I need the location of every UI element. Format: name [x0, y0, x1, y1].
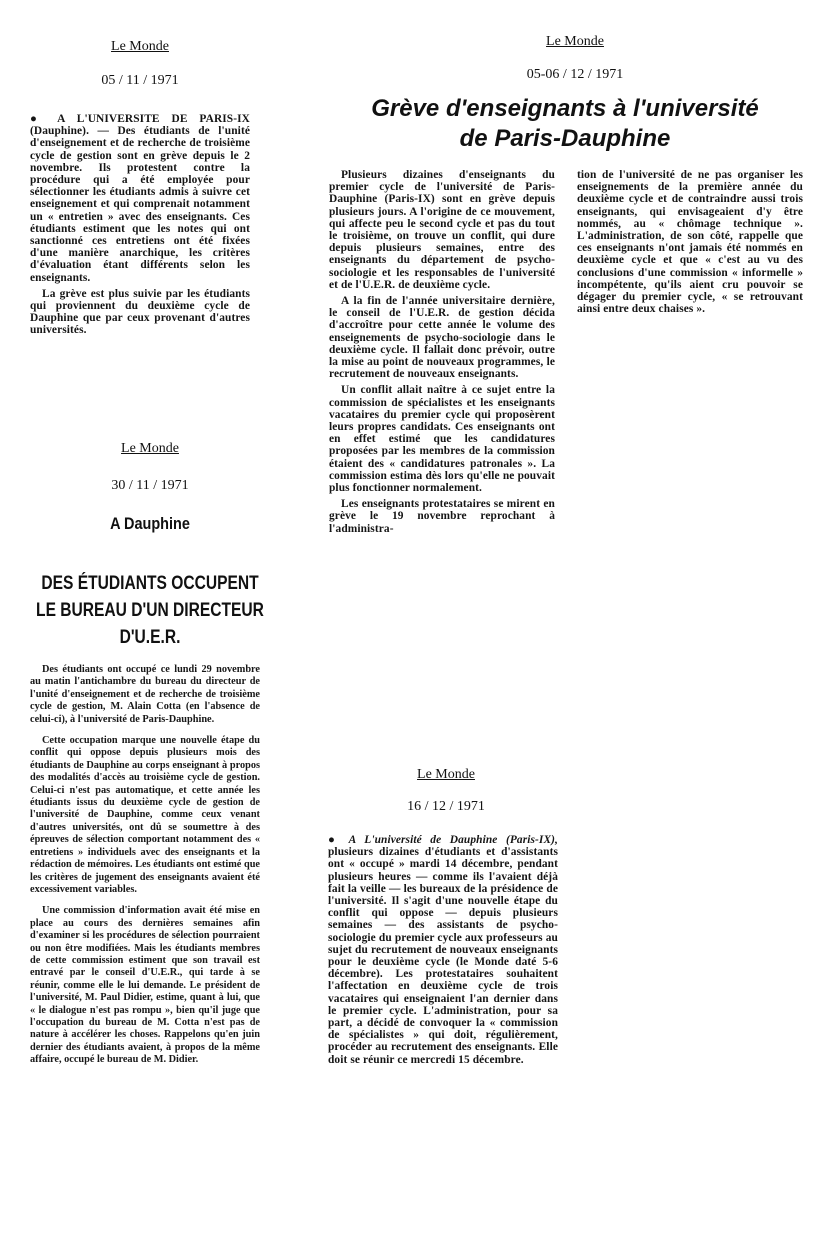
paragraph: tion de l'université de ne pas organiser les enseignements de la première année du deuxième cycle et de contraindre aussi trois enseignants, qui envisageaient d'y être nommés, au « chômage technique ». L'administration, de son côté, rappelle que ces enseignants n'ont jamais été nommés en deuxième cycle et que « c'est au vu des conclusions d'une commission « informelle » incompétente, qu'ils aient cru pouvoir se dégager du premier cycle, « se retrouvant ainsi entre deux chaises ».: [577, 169, 803, 316]
paragraph: [328, 834, 558, 1066]
source-label: Le Monde: [417, 767, 475, 782]
headline-line: LE BUREAU D'UN DIRECTEUR: [36, 600, 264, 621]
headline: [35, 570, 265, 651]
paragraph: Cette occupation marque une nouvelle étape du conflit qui oppose depuis plusieurs mois des étudiants de Dauphine au corps enseignant à propos des modalités d'accès au troisième cycle de gestion. Celui-ci n'est pas automatique, et cette année les étudiants issus du deuxième cycle de gestion de l'université de Dauphine, comme ceux venant d'autres universités, ont dû se soumettre à des épreuves de sélection comportant notamment des « entretiens » individuels avec des enseignants et la rédaction de mémoires. Les étudiants ont estimé que les critères de jugement des enseignants avaient été excessivement variables.: [30, 735, 260, 895]
paragraph: Une commission d'information avait été mise en place au cours des dernières semaines afin d'examiner si les procédures de sélection pourraient ou non être modifiées. Mais les étudiants membres de cette commission estiment que son travail est entravé par le conseil d'U.E.R., qui tarde à se réunir, comme elle le lui demande. Le président de l'université, M. Paul Didier, estime, quant à lui, que « le dialogue n'est pas rompu », bien qu'il juge que l'occupation du bureau de M. Cotta n'est pas de nature à accélérer les choses. Rappelons qu'en juin dernier des étudiants avaient, à propos de la même affaire, occupé le bureau de M. Didier.: [30, 905, 260, 1066]
headline-line: de Paris-Dauphine: [459, 125, 671, 152]
paragraph: A la fin de l'année universitaire dernière, le conseil de l'U.E.R. de gestion décida d'accroître pour cette année le volume des enseignements de psycho-sociologie dans le deuxième cycle. Il fallait donc prévoir, outre la mise au point de nouveaux programmes, le recrutement de nouveaux enseignants.: [329, 295, 555, 381]
source-label: Le Monde: [546, 34, 604, 49]
headline: [320, 94, 810, 154]
article-date: 16 / 12 / 1971: [407, 799, 485, 814]
paragraph: La grève est plus suivie par les étudiants qui proviennent du deuxième cycle de Dauphine que par ceux provenant d'autres universités.: [30, 287, 250, 337]
lead-text: ● A L'université de Dauphine (Paris-IX),: [328, 834, 558, 846]
headline-line: DES ÉTUDIANTS OCCUPENT: [41, 573, 259, 594]
article-date: 05 / 11 / 1971: [101, 73, 179, 88]
source-label: Le Monde: [111, 39, 169, 54]
paragraph: ● A L'UNIVERSITE DE PARIS-IX (Dauphine). — Des étudiants de l'unité d'enseignement et de recherche de troisième cycle de gestion sont en grève depuis le 2 novembre. Ils protestent contre la procédure qui a été employée pour sélectionner les étudiants admis à suivre cet enseignement et qui comprenait notamment un « entretien » avec des enseignants. Ces étudiants estiment que les notes qui ont sanctionné ces entretiens ont été fixées d'une manière anarchique, les critères d'évaluation étant différents selon les enseignants.: [30, 113, 250, 284]
source-label: Le Monde: [121, 441, 179, 456]
paragraph: Un conflit allait naître à ce sujet entre la commission de spécialistes et les enseignants vacataires du premier cycle qui proposèrent leurs propres candidats. Ces enseignants ont en effet estimé que les candidatures proposées par les membres de la commission étaient des « candidatures patronales ». La commission estima dès lors qu'elle ne pouvait plus fonctionner normalement.: [329, 384, 555, 495]
article-date: 30 / 11 / 1971: [111, 478, 189, 493]
article-body: [30, 113, 250, 341]
article-date: 05-06 / 12 / 1971: [526, 67, 624, 82]
article-column-1: [329, 169, 555, 539]
paragraph: Plusieurs dizaines d'enseignants du premier cycle de l'université de Paris-Dauphine (Paris-IX) sont en grève depuis plusieurs jours. A l'origine de ce mouvement, qui affecte peu le second cycle et pas du tout le troisième, on trouve un conflit, qui dure depuis plusieurs semaines, entre des enseignants du département de psycho-sociologie et les responsables de l'université et de l'U.E.R. de deuxième cycle.: [329, 169, 555, 291]
article-column-2: [577, 169, 803, 319]
body-text: plusieurs dizaines d'étudiants et d'assistants ont « occupé » mardi 14 décembre, pendant plusieurs heures — comme ils l'avaient déjà fait la veille — les bureaux de la présidence de l'université. Il s'agit d'une nouvelle étape du conflit qui oppose — depuis plusieurs semaines — des assistants de psycho-sociologie du premier cycle aux professeurs au sujet du recrutement de nouveaux enseignants pour le deuxième cycle (le Monde daté 5-6 décembre). Les protestataires souhaitent l'affectation en deuxième cycle de trois vacataires qui enseignaient l'an dernier dans le premier cycle. L'administration, pour sa part, a décidé de convoquer la « commission de spécialistes » qui doit, régulièrement, procéder au recrutement des enseignants. Elle doit se réunir ce mercredi 15 décembre.: [328, 846, 558, 1066]
article-body: [328, 834, 558, 1070]
article-body: [30, 664, 260, 1076]
headline-line: Grève d'enseignants à l'université: [371, 95, 759, 122]
paragraph: Les enseignants protestataires se mirent en grève le 19 novembre reprochant à l'administra-: [329, 498, 555, 535]
kicker: A Dauphine: [110, 514, 190, 533]
paragraph: Des étudiants ont occupé ce lundi 29 novembre au matin l'antichambre du bureau du directeur de l'unité d'enseignement et de recherche de troisième cycle de gestion, M. Alain Cotta (en l'absence de celui-ci), à l'université de Paris-Dauphine.: [30, 664, 260, 725]
headline-line: D'U.E.R.: [119, 627, 181, 648]
